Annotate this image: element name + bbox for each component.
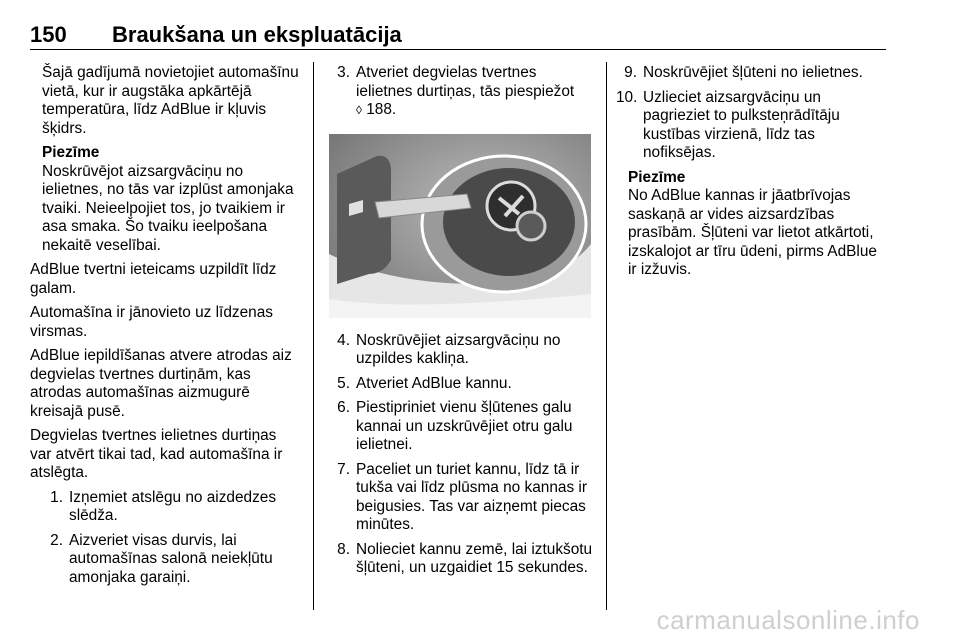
column-3 (616, 64, 886, 286)
note-title: Piezīme (628, 168, 686, 186)
column-2 (329, 64, 597, 584)
step-number: 5. (337, 374, 350, 392)
steps-list (616, 64, 886, 163)
step-item (329, 64, 597, 120)
watermark: carmanualsonline.info (656, 605, 920, 635)
page-header (30, 22, 886, 52)
paragraph: AdBlue tvertni ieteicams uzpildīt līdz galam. (30, 261, 277, 297)
step-number: 3. (337, 64, 350, 81)
fuel-filler-illustration (329, 134, 591, 318)
step-number: 9. (624, 64, 637, 81)
step-number: 1. (50, 488, 63, 506)
step-number: 8. (337, 540, 350, 558)
column-divider (313, 62, 314, 610)
page-ref-icon: ◊ (356, 103, 362, 117)
step-item (42, 532, 302, 588)
step-item (329, 541, 597, 578)
page-number: 150 (30, 22, 67, 47)
steps-list (329, 332, 597, 578)
intro-text: Šajā gadījumā novietojiet automašīnu vietā, kur ir augstāka apkārtējā temperatūra, līdz AdBlue ir kļuvis šķidrs. (42, 64, 299, 137)
step-number: 7. (337, 460, 350, 478)
step-item (329, 332, 597, 369)
step-item (329, 461, 597, 535)
step-number: 4. (337, 331, 350, 349)
step-text: Noskrūvējiet aizsargvāciņu no uzpildes kakliņa. (356, 331, 561, 367)
chapter-title: Braukšana un ekspluatācija (112, 22, 402, 47)
paragraph: Automašīna ir jānovieto uz līdzenas virsmas. (30, 304, 273, 340)
step-item (616, 64, 886, 83)
column-divider (606, 62, 607, 610)
step-text: Atveriet AdBlue kannu. (356, 374, 512, 392)
step-item (329, 375, 597, 394)
step-text: Nolieciet kannu zemē, lai iztukšotu šļūteni, un uzgaidiet 15 sekundes. (356, 540, 593, 576)
step-number: 2. (50, 531, 63, 549)
steps-list (329, 64, 597, 120)
step-text: Piestipriniet vienu šļūtenes galu kannai un uzskrūvējiet otru galu ielietnei. (356, 399, 573, 453)
note-text: No AdBlue kannas ir jāatbrīvojas saskaņā ar vides aizsardzības prasībām. Šļūteni var lietot atkārtoti, izskalojot ar tīru ūdeni, pirms AdBlue ir izžuvis. (628, 187, 877, 278)
step-text: Izņemiet atslēgu no aizdedzes slēdža. (69, 488, 277, 524)
step-item (329, 399, 597, 455)
steps-list (30, 489, 302, 588)
step-text: Aizveriet visas durvis, lai automašīnas salonā neiekļūtu amonjaka garaiņi. (69, 531, 273, 586)
note-block-2 (616, 169, 886, 280)
step-item (616, 89, 886, 163)
paragraph: AdBlue iepildīšanas atvere atrodas aiz degvielas tvertnes durtiņām, kas atrodas automašīnas aizmugurē kreisajā pusē. (30, 347, 292, 420)
page-ref[interactable]: 188. (366, 101, 397, 118)
step-text: Paceliet un turiet kannu, līdz tā ir tukša vai līdz plūsma no kannas ir beigusies. Tas var aizņemt piecas minūtes. (356, 460, 587, 533)
fuel-filler-photo (329, 134, 591, 318)
step-text: Atveriet degvielas tvertnes ielietnes durtiņas, tās piespiežot (356, 64, 575, 100)
step-number: 10. (616, 88, 638, 106)
step-number: 6. (337, 399, 350, 416)
note-title: Piezīme (42, 144, 100, 161)
step-text: Noskrūvējiet šļūteni no ielietnes. (643, 64, 863, 81)
column-1 (30, 64, 302, 593)
header-rule (30, 49, 886, 50)
step-item (42, 489, 302, 526)
step-text: Uzlieciet aizsargvāciņu un pagrieziet to pulksteņrādītāju kustības virzienā, līdz tas nofiksējas. (643, 88, 840, 161)
note-block-1 (30, 144, 302, 255)
note-text: Noskrūvējot aizsargvāciņu no ielietnes, no tās var izplūst amonjaka tvaiki. Neieelpojiet tos, jo tvaikiem ir asa smaka. Šo tvaiku ieelpošana nekaitē veselībai. (42, 162, 294, 254)
paragraph: Degvielas tvertnes ielietnes durtiņas var atvērt tikai tad, kad automašīna ir atslēgta. (30, 427, 283, 481)
